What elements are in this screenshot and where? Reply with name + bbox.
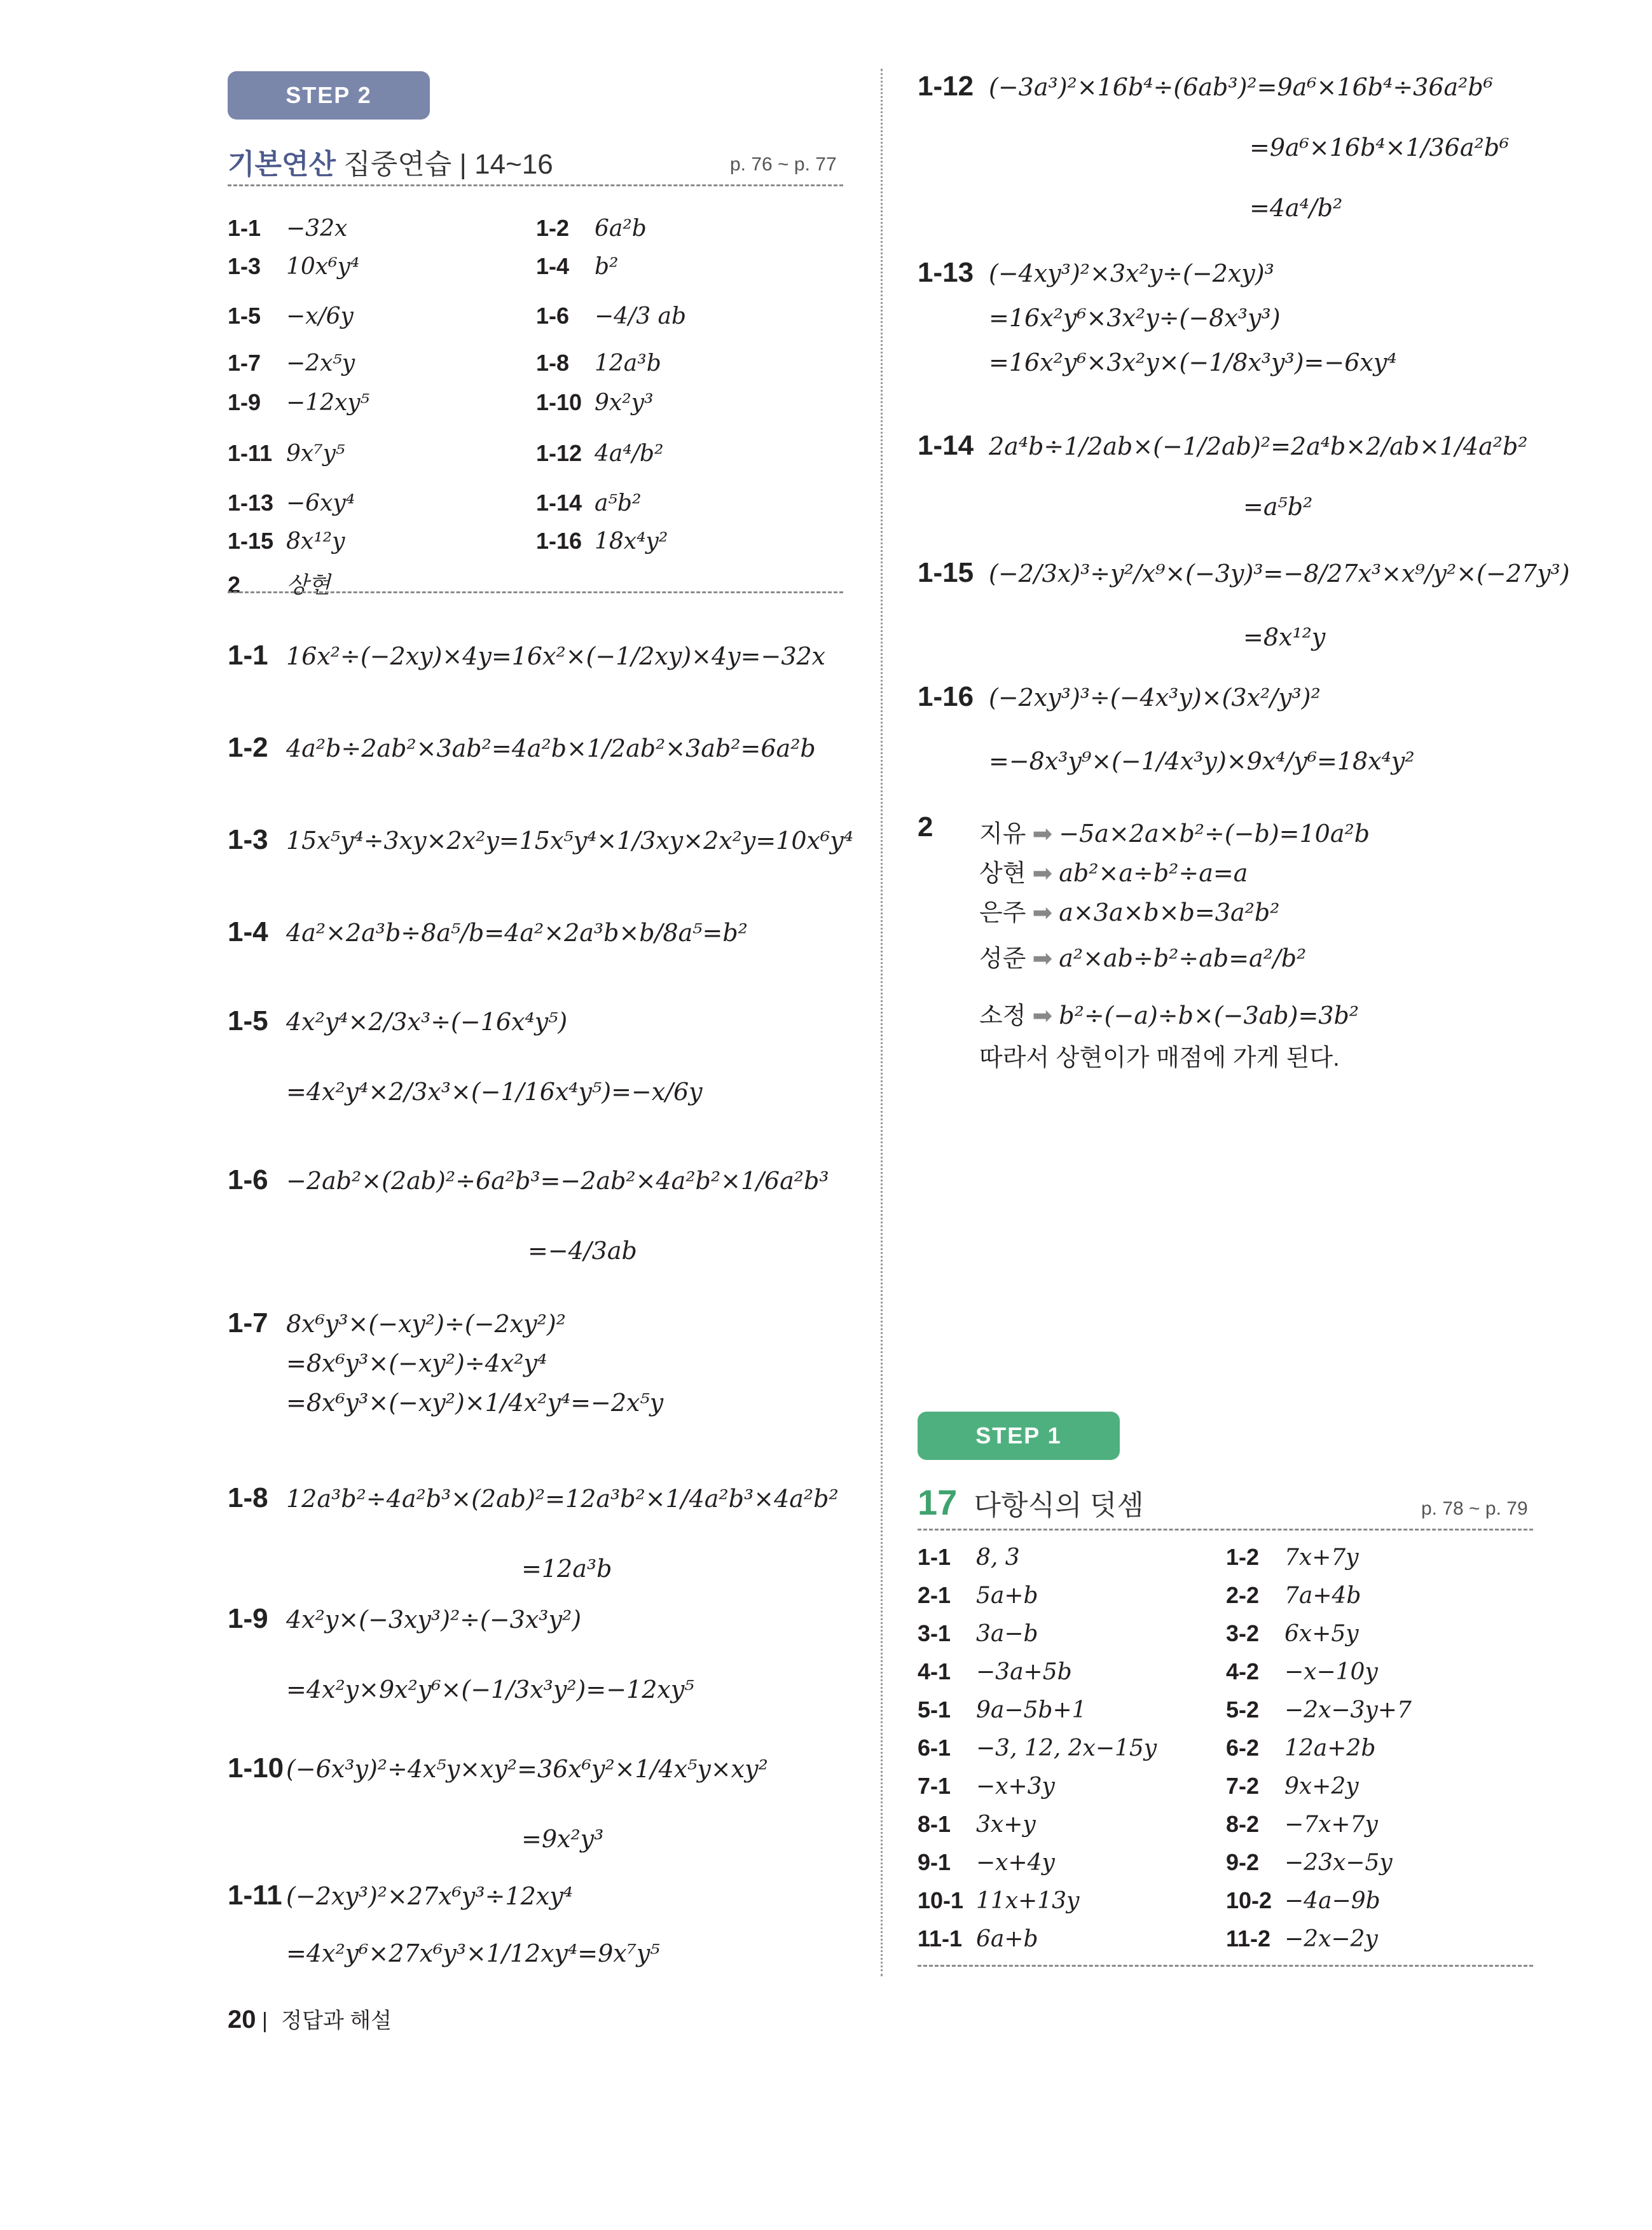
answer-item — [228, 253, 359, 280]
problem-2-row — [979, 814, 1370, 849]
answer-label: 7-2 — [1226, 1773, 1260, 1799]
answer-value: 12a+2b — [1284, 1735, 1376, 1761]
solution-label: 1-2 — [228, 732, 268, 763]
answer-value: −2x−2y — [1284, 1926, 1378, 1952]
right-section-title — [918, 1482, 1144, 1523]
answer-label: 1-3 — [228, 253, 261, 279]
answer-item — [536, 440, 663, 467]
answer-value: 상현 — [286, 572, 331, 598]
answer-label: 1-1 — [228, 215, 261, 241]
section-title-bold: 기본연산 — [228, 149, 336, 180]
answer-value: 18x⁴y² — [595, 528, 668, 554]
answer-item — [918, 1849, 1055, 1876]
solution-line: =9x²y³ — [521, 1825, 604, 1853]
problem-2-row — [979, 893, 1279, 928]
answer-value: 8x¹²y — [286, 528, 345, 554]
answer-value: 7x+7y — [1284, 1545, 1359, 1571]
answer-item — [918, 1773, 1055, 1800]
answer-value: 7a+4b — [1284, 1583, 1361, 1609]
answer-value: −23x−5y — [1284, 1850, 1393, 1876]
solution-line: =16x²y⁶×3x²y×(−1/8x³y³)=−6xy⁴ — [989, 348, 1397, 376]
solution-line: =8x⁶y³×(−xy²)÷4x²y⁴ — [286, 1349, 547, 1377]
student-name: 소정 — [979, 1003, 1026, 1029]
problem-2-conclusion: 따라서 상현이가 매점에 가게 된다. — [979, 1045, 1340, 1071]
left-answers-divider — [228, 591, 843, 593]
answer-item — [1226, 1658, 1378, 1685]
student-expression: a²×ab÷b²÷ab=a²/b² — [1059, 944, 1307, 972]
answer-item — [1226, 1811, 1378, 1838]
answer-item — [1226, 1582, 1361, 1609]
answer-label: 7-1 — [918, 1773, 951, 1799]
answer-label: 1-14 — [536, 490, 582, 516]
answer-item — [228, 567, 331, 600]
answer-item — [536, 350, 661, 376]
right-title-divider — [918, 1529, 1533, 1531]
page-footer — [228, 2003, 392, 2034]
solution-label: 2 — [918, 811, 933, 843]
answer-label: 1-11 — [228, 440, 273, 466]
solution-label: 1-9 — [228, 1603, 268, 1634]
solution-label: 1-16 — [918, 681, 974, 712]
answer-value: −12xy⁵ — [286, 390, 370, 416]
answer-value: −x/6y — [286, 303, 354, 329]
section-title-rest: 집중연습 | 14~16 — [336, 149, 553, 180]
answer-item — [918, 1811, 1036, 1838]
answer-value: 3a−b — [976, 1621, 1038, 1647]
answer-label: 1-2 — [1226, 1544, 1260, 1570]
footer-separator: | — [261, 2009, 268, 2033]
solution-label: 1-1 — [228, 640, 268, 671]
answer-label: 6-1 — [918, 1735, 951, 1761]
answer-value: 6x+5y — [1284, 1621, 1359, 1647]
page-number: 20 — [228, 2006, 256, 2034]
answer-value: 9x⁷y⁵ — [286, 441, 345, 467]
answer-label: 1-16 — [536, 528, 582, 554]
answer-value: −2x−3y+7 — [1284, 1697, 1412, 1723]
solution-line: 4x²y⁴×2/3x³÷(−16x⁴y⁵) — [286, 1008, 568, 1036]
answer-value: −x+4y — [976, 1850, 1055, 1876]
answer-label: 10-1 — [918, 1887, 964, 1913]
solution-line: 8x⁶y³×(−xy²)÷(−2xy²)² — [286, 1310, 566, 1338]
answer-item — [536, 490, 641, 516]
solution-line: 16x²÷(−2xy)×4y=16x²×(−1/2xy)×4y=−32x — [286, 642, 826, 670]
answer-item — [918, 1735, 1157, 1761]
answer-label: 1-2 — [536, 215, 570, 241]
answer-item — [918, 1582, 1038, 1609]
answer-item — [918, 1544, 1020, 1571]
answer-value: 5a+b — [976, 1583, 1038, 1609]
answer-item — [918, 1620, 1038, 1647]
answer-label: 9-2 — [1226, 1849, 1260, 1875]
answer-label: 8-1 — [918, 1811, 951, 1837]
student-expression: ab²×a÷b²÷a=a — [1059, 859, 1248, 887]
answer-item — [228, 490, 355, 516]
section-number: 17 — [918, 1482, 958, 1522]
solution-line: =12a³b — [521, 1555, 612, 1583]
solution-line: 4a²×2a³b÷8a⁵/b=4a²×2a³b×b/8a⁵=b² — [286, 919, 748, 947]
answer-item — [228, 303, 354, 329]
answer-item — [536, 253, 618, 280]
answer-label: 11-2 — [1226, 1925, 1271, 1951]
solution-label: 1-13 — [918, 257, 974, 288]
solution-line: (−2/3x)³÷y²/x⁹×(−3y)³=−8/27x³×x⁹/y²×(−27y³) — [989, 560, 1570, 588]
solution-line: =8x⁶y³×(−xy²)×1/4x²y⁴=−2x⁵y — [286, 1389, 664, 1417]
arrow-icon: ➡ — [1032, 946, 1053, 972]
answer-item — [1226, 1620, 1359, 1647]
answer-label: 11-1 — [918, 1925, 963, 1951]
solution-line: 12a³b²÷4a²b³×(2ab)²=12a³b²×1/4a²b³×4a²b² — [286, 1485, 839, 1513]
solution-line: =4x²y⁴×2/3x³×(−1/16x⁴y⁵)=−x/6y — [286, 1078, 703, 1106]
answer-value: 9a−5b+1 — [976, 1697, 1087, 1723]
solution-line: =8x¹²y — [1243, 623, 1326, 651]
step-2-badge: STEP 2 — [228, 71, 430, 120]
answer-label: 4-2 — [1226, 1658, 1260, 1684]
solution-line: =4x²y×9x²y⁶×(−1/3x³y²)=−12xy⁵ — [286, 1676, 694, 1703]
answer-item — [228, 350, 355, 376]
answer-label: 3-1 — [918, 1620, 951, 1646]
solution-line: (−6x³y)²÷4x⁵y×xy²=36x⁶y²×1/4x⁵y×xy² — [286, 1755, 768, 1783]
student-expression: −5a×2a×b²÷(−b)=10a²b — [1059, 820, 1370, 848]
student-name: 은주 — [979, 900, 1026, 926]
answer-item — [536, 528, 668, 554]
answer-value: −7x+7y — [1284, 1812, 1378, 1838]
solution-line: =−8x³y⁹×(−1/4x³y)×9x⁴/y⁶=18x⁴y² — [989, 747, 1415, 775]
solution-label: 1-3 — [228, 824, 268, 855]
step-1-badge: STEP 1 — [918, 1412, 1120, 1460]
answer-item — [918, 1925, 1038, 1952]
answer-value: 8, 3 — [976, 1545, 1020, 1571]
left-section-title — [228, 141, 553, 182]
solution-line: =4x²y⁶×27x⁶y³×1/12xy⁴=9x⁷y⁵ — [286, 1939, 660, 1967]
solution-line: 2a⁴b÷1/2ab×(−1/2ab)²=2a⁴b×2/ab×1/4a²b² — [989, 432, 1528, 460]
answer-label: 1-13 — [228, 490, 274, 516]
answer-item — [536, 215, 647, 242]
answer-label: 3-2 — [1226, 1620, 1260, 1646]
problem-2-row — [979, 939, 1306, 974]
answer-label: 1-6 — [536, 303, 570, 329]
problem-2-row — [979, 853, 1248, 888]
arrow-icon: ➡ — [1032, 860, 1053, 887]
answer-value: −2x⁵y — [286, 350, 355, 376]
solution-label: 1-7 — [228, 1307, 268, 1339]
solution-line: =4a⁴/b² — [1249, 194, 1343, 222]
solution-label: 1-14 — [918, 430, 974, 461]
footer-text: 정답과 해설 — [281, 2009, 392, 2033]
answer-label: 1-4 — [536, 253, 570, 279]
answer-value: −3, 12, 2x−15y — [976, 1735, 1157, 1761]
left-title-divider — [228, 184, 843, 186]
solution-line: 4x²y×(−3xy³)²÷(−3x³y²) — [286, 1606, 582, 1634]
answer-value: −4/3 ab — [595, 303, 687, 329]
solution-line: (−2xy³)³÷(−4x³y)×(3x²/y³)² — [989, 684, 1321, 712]
answer-label: 1-5 — [228, 303, 261, 329]
solution-line: 4a²b÷2ab²×3ab²=4a²b×1/2ab²×3ab²=6a²b — [286, 734, 816, 762]
answer-label: 9-1 — [918, 1849, 951, 1875]
solution-line: =9a⁶×16b⁴×1/36a²b⁶ — [1249, 134, 1510, 162]
arrow-icon: ➡ — [1032, 1003, 1053, 1029]
answer-value: 9x+2y — [1284, 1773, 1359, 1800]
answer-label: 1-10 — [536, 389, 582, 415]
left-page-range: p. 76 ~ p. 77 — [730, 154, 837, 175]
answer-label: 10-2 — [1226, 1887, 1272, 1913]
answer-item — [1226, 1544, 1359, 1571]
answer-item — [918, 1658, 1072, 1685]
answer-item — [1226, 1925, 1378, 1952]
answer-label: 1-1 — [918, 1544, 951, 1570]
answer-label: 6-2 — [1226, 1735, 1260, 1761]
answer-label: 2-1 — [918, 1582, 951, 1608]
answer-item — [1226, 1773, 1359, 1800]
section-title-text: 다항식의 덧셈 — [974, 1490, 1144, 1521]
answer-label: 1-12 — [536, 440, 582, 466]
solution-label: 1-5 — [228, 1005, 268, 1036]
answer-label: 1-15 — [228, 528, 274, 554]
solution-line: =16x²y⁶×3x²y÷(−8x³y³) — [989, 304, 1281, 332]
solution-label: 1-10 — [228, 1752, 284, 1784]
answer-value: 4a⁴/b² — [595, 441, 664, 467]
arrow-icon: ➡ — [1032, 821, 1053, 848]
solution-line: =a⁵b² — [1243, 493, 1313, 521]
student-expression: b²÷(−a)÷b×(−3ab)=3b² — [1059, 1001, 1359, 1029]
solution-line: 15x⁵y⁴÷3xy×2x²y=15x⁵y⁴×1/3xy×2x²y=10x⁶y⁴ — [286, 827, 853, 855]
answer-label: 5-1 — [918, 1697, 951, 1723]
answer-item — [228, 528, 345, 554]
answer-item — [1226, 1849, 1393, 1876]
solution-label: 1-8 — [228, 1482, 268, 1513]
solution-label: 1-15 — [918, 557, 974, 588]
answer-label: 8-2 — [1226, 1811, 1260, 1837]
answer-item — [228, 389, 369, 416]
solution-line: =−4/3ab — [528, 1237, 637, 1265]
answer-item — [228, 215, 347, 242]
answer-label: 1-8 — [536, 350, 570, 376]
answer-label: 1-7 — [228, 350, 261, 376]
answer-item — [536, 303, 686, 329]
answer-value: b² — [595, 254, 619, 280]
right-page-range: p. 78 ~ p. 79 — [1421, 1498, 1528, 1519]
answer-value: 9x²y³ — [595, 390, 654, 416]
solution-line: −2ab²×(2ab)²÷6a²b³=−2ab²×4a²b²×1/6a²b³ — [286, 1167, 829, 1195]
answer-value: 3x+y — [976, 1812, 1036, 1838]
answer-value: 11x+13y — [976, 1888, 1080, 1914]
answer-item — [1226, 1887, 1380, 1914]
student-name: 지유 — [979, 821, 1026, 848]
column-divider — [881, 69, 883, 1976]
arrow-icon: ➡ — [1032, 900, 1053, 926]
answer-value: 6a+b — [976, 1926, 1038, 1952]
answer-label: 4-1 — [918, 1658, 951, 1684]
answer-item — [228, 440, 345, 467]
answer-value: −3a+5b — [976, 1659, 1072, 1685]
solution-label: 1-6 — [228, 1164, 268, 1195]
problem-2-row — [979, 996, 1359, 1031]
student-expression: a×3a×b×b=3a²b² — [1059, 898, 1280, 926]
answer-value: −x+3y — [976, 1773, 1055, 1800]
answer-value: 10x⁶y⁴ — [286, 254, 360, 280]
answer-item — [918, 1697, 1087, 1723]
answer-value: −x−10y — [1284, 1659, 1378, 1685]
solution-line: (−4xy³)²×3x²y÷(−2xy)³ — [989, 259, 1274, 287]
solution-line: (−2xy³)²×27x⁶y³÷12xy⁴ — [286, 1882, 573, 1910]
answer-item — [918, 1887, 1079, 1914]
solution-line: (−3a³)²×16b⁴÷(6ab³)²=9a⁶×16b⁴÷36a²b⁶ — [989, 73, 1493, 101]
answer-label: 2-2 — [1226, 1582, 1260, 1608]
right-answers-divider — [918, 1965, 1533, 1967]
solution-label: 1-4 — [228, 916, 268, 947]
answer-label: 1-9 — [228, 389, 261, 415]
answer-label: 2 — [228, 572, 241, 598]
solution-label: 1-11 — [228, 1880, 282, 1911]
answer-value: −4a−9b — [1284, 1888, 1380, 1914]
student-name: 상현 — [979, 860, 1026, 887]
answer-value: −6xy⁴ — [286, 490, 355, 516]
answer-item — [1226, 1735, 1375, 1761]
answer-item — [536, 389, 653, 416]
answer-value: 12a³b — [595, 350, 661, 376]
answer-label: 5-2 — [1226, 1697, 1260, 1723]
answer-value: −32x — [286, 216, 348, 242]
answer-value: 6a²b — [595, 216, 647, 242]
answer-value: a⁵b² — [595, 490, 642, 516]
solution-label: 1-12 — [918, 71, 974, 102]
student-name: 성준 — [979, 946, 1026, 972]
answer-item — [1226, 1697, 1412, 1723]
